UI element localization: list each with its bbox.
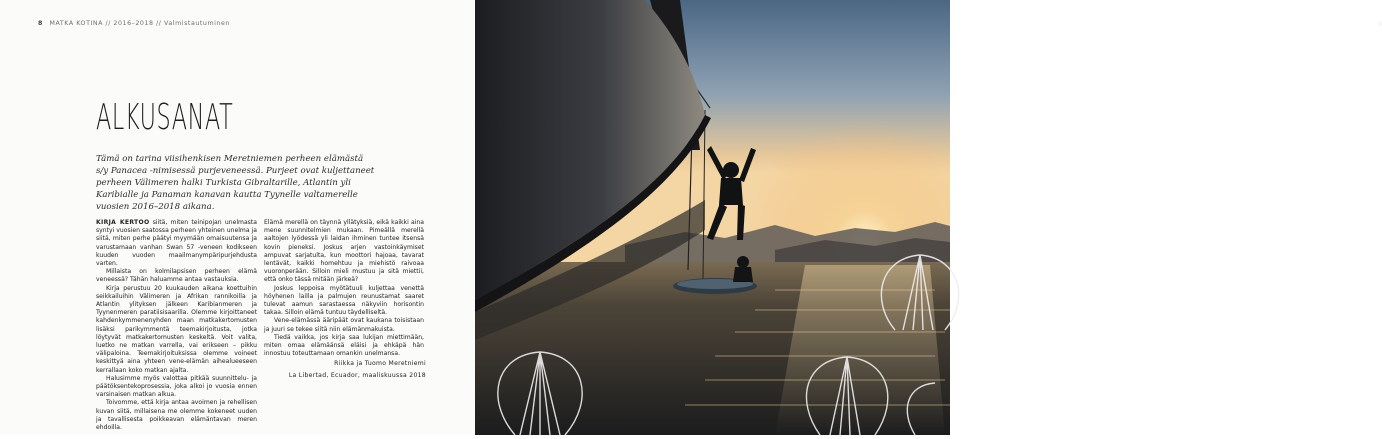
page-number-right: 9 bbox=[1378, 20, 1382, 28]
paragraph: KIRJA KERTOO siitä, miten teinipojan unelmasta syntyi vuosien saatossa perheen yhteinen unelma ja siitä, miten perhe päätyi myymään omaisuutensa ja varustamaan vanhan Swan 57 -veneen kodikseen kuuden vuoden maailmanympäripurjehdusta varten. bbox=[96, 219, 257, 268]
running-header-text: MATKA KOTINA // 2016–2018 // Valmistautuminen bbox=[49, 20, 230, 27]
paragraph: Tiedä vaikka, jos kirja saa lukijan miettimään, miten omaa elämäänsä eläisi ja ehkäpä hän innostuu toteuttamaan omankin unelmansa. bbox=[264, 333, 424, 358]
paragraph: Vene-elämässä ääripäät ovat kaukana toisistaan ja juuri se tekee siitä niin elämänmakuista. bbox=[264, 317, 424, 333]
left-page bbox=[0, 0, 475, 435]
paragraph: Halusimme myös valottaa pitkää suunnittelu- ja päätöksentekoprosessia, joka alkoi jo vuosia ennen varsinaisen matkan alkua. bbox=[96, 374, 257, 399]
text-column-left bbox=[96, 219, 257, 432]
lead-paragraph: Tämä on tarina viisihenkisen Meretniemen perheen elämästä s/y Panacea -nimisessä purjeveneessä. Purjeet ovat kuljettaneet perheen Välimeren halki Turkista Gibraltarille, Atlantin yli Karibialle ja Panaman kanavan kautta Tyynelle valtamerelle vuosien 2016–2018 aikana. bbox=[96, 154, 375, 212]
signature-place: La Libertad, Ecuador, maaliskuussa 2018 bbox=[288, 372, 426, 379]
paragraph: Kirja perustuu 20 kuukauden aikana koettuihin seikkailuihin Välimeren ja Afrikan rannikoilla ja Atlantin ylityksen jälkeen Karibianmeren ja Tyynenmeren paratiisisaarilla. Olemme kirjoittaneet kahdenkymmenenyhden maan matkakertomusten lisäksi parikymmentä teemakirjoitusta, jotka löytyvät matkakertomusten keskeltä. Voit valita, luetko ne matkan varrella, vai erikseen – pikku välipaloina. Teemakirjoituksissa olemme voineet keskittyä aina yhteen vene-elämän aihealueeseen kerrallaan koko matkan ajalta. bbox=[96, 284, 257, 374]
paragraph: Toivomme, että kirja antaa avoimen ja rehellisen kuvan siitä, millaisena me olemme kokeneet uuden ja tavallisesta poikkeavan elämäntavan meren ehdoilla. bbox=[96, 399, 257, 432]
page-number-left: 8 bbox=[38, 20, 43, 27]
photo-illustration bbox=[475, 0, 950, 435]
paragraph: Joskus leppoisa myötätuuli kuljettaa venettä höyhenen lailla ja palmujen reunustamat saaret tulevat aamun sarastaessa näkyviin horisontin takaa. Silloin elämä tuntuu täydelliseltä. bbox=[264, 284, 424, 317]
text-column-right bbox=[264, 219, 424, 358]
sailboat-sunset-photo bbox=[475, 0, 1382, 435]
page-title: ALKUSANAT bbox=[96, 97, 234, 138]
paragraph: Elämä merellä on täynnä yllätyksiä, eikä kaikki aina mene suunnitelmien mukaan. Pimeällä merellä aaltojen lyödessä yli laidan ihminen tuntee itsensä kovin pieneksi. Joskus arjen vastoinkäymiset ampuvat sarjatulta, kun moottori hajoaa, tavarat lentävät, kaikki homehtuu ja miehistö raivoaa vuoronperään. Silloin mieli mustuu ja sitä miettii, että onko tässä mitään järkeä? bbox=[264, 219, 424, 284]
paragraph: Millaista on kolmilapsisen perheen elämä veneessä? Tähän haluamme antaa vastauksia. bbox=[96, 268, 257, 284]
signature-names: Riikka ja Tuomo Meretniemi bbox=[334, 360, 426, 367]
running-header bbox=[38, 20, 230, 27]
lead-in: KIRJA KERTOO bbox=[96, 219, 150, 226]
